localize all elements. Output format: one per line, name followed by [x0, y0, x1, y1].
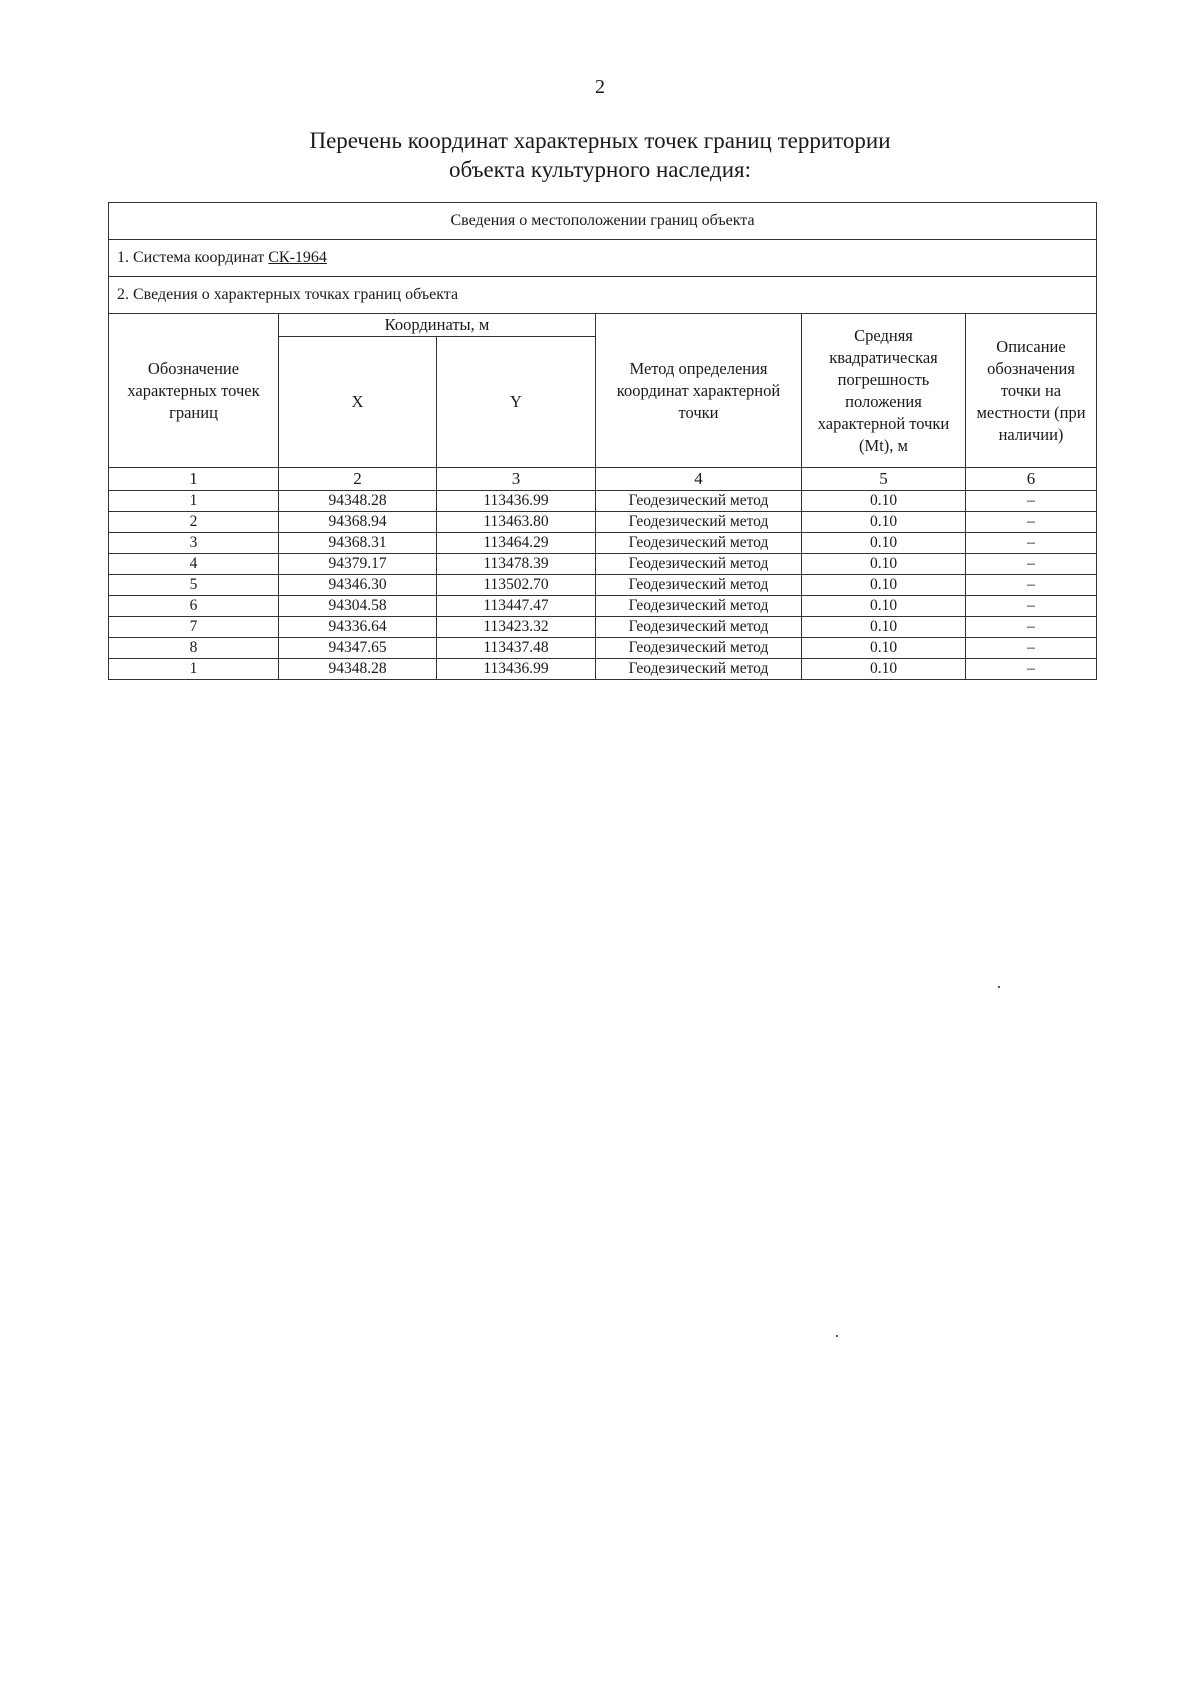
scan-speck — [836, 1335, 838, 1337]
error-cell: 0.10 — [802, 575, 966, 596]
title-line-1: Перечень координат характерных точек границ территории — [309, 128, 891, 153]
points-info-row — [109, 277, 1097, 314]
column-number: 4 — [596, 468, 802, 491]
col-coordinates-header: Координаты, м — [279, 314, 596, 337]
desc-cell: – — [966, 659, 1097, 680]
error-cell: 0.10 — [802, 638, 966, 659]
method-cell: Геодезический метод — [596, 512, 802, 533]
x-cell: 94368.31 — [279, 533, 437, 554]
y-cell: 113423.32 — [437, 617, 596, 638]
desc-cell: – — [966, 512, 1097, 533]
error-cell: 0.10 — [802, 533, 966, 554]
col-x-header: X — [279, 337, 437, 468]
point-cell: 7 — [109, 617, 279, 638]
table-row — [109, 512, 1097, 533]
y-cell: 113478.39 — [437, 554, 596, 575]
page-number: 2 — [595, 76, 605, 98]
column-number: 6 — [966, 468, 1097, 491]
table-row — [109, 617, 1097, 638]
column-numbers-row — [109, 468, 1097, 491]
error-cell: 0.10 — [802, 659, 966, 680]
table-row — [109, 596, 1097, 617]
point-cell: 1 — [109, 491, 279, 512]
x-cell: 94304.58 — [279, 596, 437, 617]
method-cell: Геодезический метод — [596, 638, 802, 659]
column-number: 3 — [437, 468, 596, 491]
document-title — [0, 126, 1200, 184]
method-cell: Геодезический метод — [596, 533, 802, 554]
coord-system — [109, 240, 1097, 277]
method-cell: Геодезический метод — [596, 575, 802, 596]
error-cell: 0.10 — [802, 491, 966, 512]
y-cell: 113502.70 — [437, 575, 596, 596]
column-number: 2 — [279, 468, 437, 491]
col-designation-header: Обозначение характерных точек границ — [109, 314, 279, 468]
x-cell: 94379.17 — [279, 554, 437, 575]
point-cell: 3 — [109, 533, 279, 554]
table-row — [109, 638, 1097, 659]
section-header: Сведения о местоположении границ объекта — [109, 203, 1097, 240]
error-cell: 0.10 — [802, 617, 966, 638]
method-cell: Геодезический метод — [596, 596, 802, 617]
x-cell: 94346.30 — [279, 575, 437, 596]
point-cell: 4 — [109, 554, 279, 575]
x-cell: 94336.64 — [279, 617, 437, 638]
method-cell: Геодезический метод — [596, 491, 802, 512]
y-cell: 113436.99 — [437, 491, 596, 512]
y-cell: 113463.80 — [437, 512, 596, 533]
y-cell: 113437.48 — [437, 638, 596, 659]
point-cell: 1 — [109, 659, 279, 680]
col-description-header: Описание обозначения точки на местности (при наличии) — [966, 314, 1097, 468]
col-error-header: Средняя квадратическая погрешность положения характерной точки (Mt), м — [802, 314, 966, 468]
x-cell: 94347.65 — [279, 638, 437, 659]
points-info: 2. Сведения о характерных точках границ объекта — [109, 277, 1097, 314]
coord-system-row — [109, 240, 1097, 277]
table-row — [109, 659, 1097, 680]
y-cell: 113464.29 — [437, 533, 596, 554]
point-cell: 6 — [109, 596, 279, 617]
desc-cell: – — [966, 617, 1097, 638]
desc-cell: – — [966, 638, 1097, 659]
scan-speck — [998, 986, 1000, 988]
point-cell: 5 — [109, 575, 279, 596]
title-line-2: объекта культурного наследия: — [448, 157, 752, 182]
desc-cell: – — [966, 575, 1097, 596]
table-row — [109, 491, 1097, 512]
table-row — [109, 554, 1097, 575]
error-cell: 0.10 — [802, 554, 966, 575]
column-number: 5 — [802, 468, 966, 491]
x-cell: 94368.94 — [279, 512, 437, 533]
table-row — [109, 575, 1097, 596]
method-cell: Геодезический метод — [596, 659, 802, 680]
desc-cell: – — [966, 596, 1097, 617]
desc-cell: – — [966, 491, 1097, 512]
col-method-header: Метод определения координат характерной точки — [596, 314, 802, 468]
coord-system-name: СК-1964 — [268, 249, 327, 266]
desc-cell: – — [966, 533, 1097, 554]
section-header-row — [109, 203, 1097, 240]
method-cell: Геодезический метод — [596, 554, 802, 575]
error-cell: 0.10 — [802, 596, 966, 617]
table-row — [109, 533, 1097, 554]
x-cell: 94348.28 — [279, 491, 437, 512]
header-row-1 — [109, 314, 1097, 337]
y-cell: 113447.47 — [437, 596, 596, 617]
point-cell: 2 — [109, 512, 279, 533]
point-cell: 8 — [109, 638, 279, 659]
column-number: 1 — [109, 468, 279, 491]
coord-system-prefix: 1. Система координат — [117, 249, 269, 266]
method-cell: Геодезический метод — [596, 617, 802, 638]
y-cell: 113436.99 — [437, 659, 596, 680]
col-y-header: Y — [437, 337, 596, 468]
desc-cell: – — [966, 554, 1097, 575]
x-cell: 94348.28 — [279, 659, 437, 680]
error-cell: 0.10 — [802, 512, 966, 533]
coordinates-table — [108, 202, 1097, 680]
